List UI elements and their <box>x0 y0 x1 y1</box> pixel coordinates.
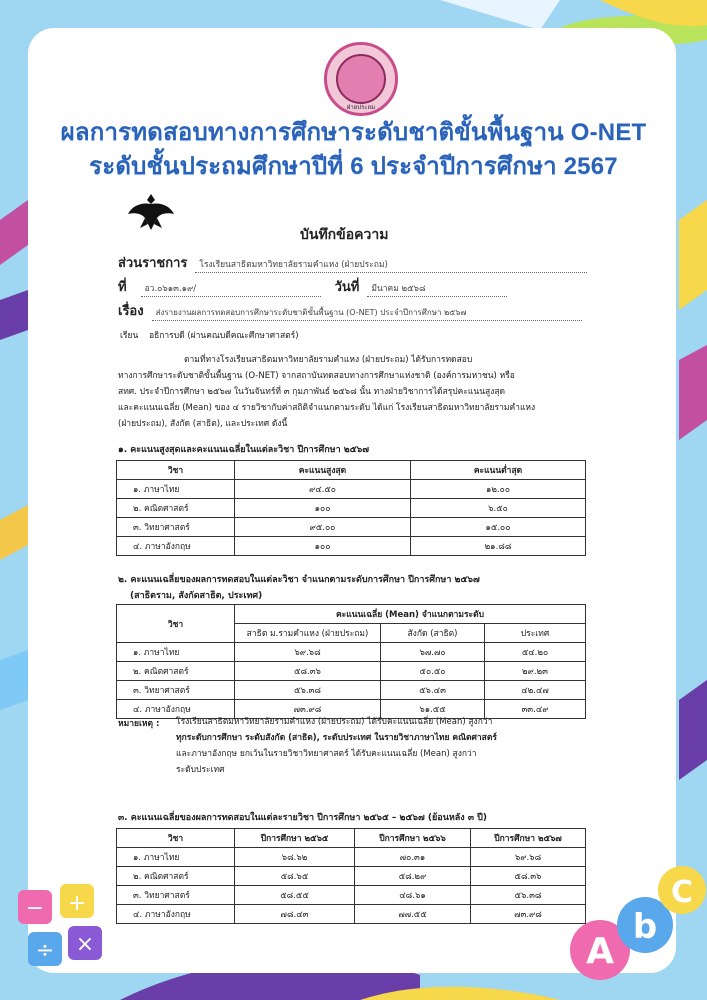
table-row <box>117 480 586 499</box>
table2-cell: ๖๑.๕๕ <box>381 700 485 719</box>
ref-row <box>118 276 507 297</box>
table3-header: ปีการศึกษา ๒๕๖๗ <box>471 829 586 848</box>
table2-cell: ๕๖.๔๓ <box>381 681 485 700</box>
table2-title-line2: (สาธิตราม, สังกัดสาธิต, ประเทศ) <box>130 591 263 601</box>
table-row <box>117 848 586 867</box>
table-row <box>117 905 586 924</box>
table2-subject-header: วิชา <box>117 605 235 643</box>
table2-cell: ๔๒.๔๗ <box>485 681 586 700</box>
table2-cell: ๔. ภาษาอังกฤษ <box>117 700 235 719</box>
table2-cell: ๖๗.๗๐ <box>381 643 485 662</box>
table1-cell: ๑๕.๐๐ <box>411 518 586 537</box>
table-row <box>117 886 586 905</box>
table1-cell: ๑๐๐ <box>235 537 411 556</box>
table3-cell: ๒. คณิตศาสตร์ <box>117 867 235 886</box>
svg-text:×: × <box>75 932 95 957</box>
table3-cell: ๔. ภาษาอังกฤษ <box>117 905 235 924</box>
table-row <box>117 867 586 886</box>
note-line-2: ทุกระดับการศึกษา ระดับสังกัด (สาธิต), ระดับประเทศ ในรายวิชาภาษาไทย คณิตศาสตร์ <box>176 733 497 743</box>
table2-cell: ๓. วิทยาศาสตร์ <box>117 681 235 700</box>
svg-text:A: A <box>586 931 614 972</box>
table2-title-line1: ๒. คะแนนเฉลี่ยของผลการทดสอบในแต่ละวิชา จำแนกตามระดับการศึกษา ปีการศึกษา ๒๕๖๗ <box>118 575 480 585</box>
note-label: หมายเหตุ : <box>118 719 160 729</box>
table1-cell: ๖.๕๐ <box>411 499 586 518</box>
table3-cell: ๑. ภาษาไทย <box>117 848 235 867</box>
note-line-4: ระดับประเทศ <box>176 765 225 775</box>
body-line-4: และคะแนนเฉลี่ย (Mean) ของ ๔ รายวิชากับค่าสถิติจำแนกตามระดับ ได้แก่ โรงเรียนสาธิตมหาวิทยาลัยรามคำแหง <box>118 403 536 413</box>
table3 <box>116 828 586 924</box>
salutation <box>120 330 299 343</box>
table3-cell: ๖๙.๖๘ <box>471 848 586 867</box>
table3-cell: ๕๘.๕๕ <box>235 886 355 905</box>
seal-caption: ฝ่ายประถม <box>346 104 376 111</box>
table2-cell: ๒. คณิตศาสตร์ <box>117 662 235 681</box>
table-row <box>117 537 586 556</box>
table2-subheader: สาธิต ม.รามคำแหง (ฝ่ายประถม) <box>235 624 381 643</box>
table1-cell: ๔. ภาษาอังกฤษ <box>117 537 235 556</box>
table3-header-row <box>117 829 586 848</box>
table3-cell: ๗๘.๔๓ <box>235 905 355 924</box>
svg-text:+: + <box>67 891 87 916</box>
ref-label: ที่ <box>118 280 127 295</box>
table-row <box>117 643 586 662</box>
table2-cell: ๕๔.๒๐ <box>485 643 586 662</box>
garuda-emblem-icon <box>126 190 176 232</box>
subject-value: ส่งรายงานผลการทดสอบการศึกษาระดับชาติขั้นพื้นฐาน (O-NET) ประจำปีการศึกษา ๒๕๖๗ <box>152 306 582 321</box>
table1-cell: ๙๕.๐๐ <box>235 518 411 537</box>
table1-header: วิชา <box>117 461 235 480</box>
table2-cell: ๒๙.๒๓ <box>485 662 586 681</box>
table2-cell: ๗๓.๙๘ <box>235 700 381 719</box>
table1-cell: ๑๒.๐๐ <box>411 480 586 499</box>
table3-header: วิชา <box>117 829 235 848</box>
table3-cell: ๗๐.๓๑ <box>355 848 471 867</box>
table3-cell: ๔๘.๖๑ <box>355 886 471 905</box>
table2-header-row <box>117 605 586 624</box>
table1-cell: ๒. คณิตศาสตร์ <box>117 499 235 518</box>
table3-cell: ๖๘.๖๒ <box>235 848 355 867</box>
body-line-5: (ฝ่ายประถม), สังกัด (สาธิต), และประเทศ ดังนี้ <box>118 419 288 429</box>
table1-cell: ๓. วิทยาศาสตร์ <box>117 518 235 537</box>
dept-label: ส่วนราชการ <box>118 256 188 271</box>
table3-cell: ๕๘.๒๙ <box>355 867 471 886</box>
table2-group-header: คะแนนเฉลี่ย (Mean) จำแนกตามระดับ <box>235 605 586 624</box>
table1-header-row <box>117 461 586 480</box>
svg-text:−: − <box>25 896 45 921</box>
table3-cell: ๕๘.๖๕ <box>235 867 355 886</box>
table2-subheader: ประเทศ <box>485 624 586 643</box>
table1-cell: ๒๑.๘๘ <box>411 537 586 556</box>
table3-cell: ๕๖.๓๘ <box>471 886 586 905</box>
date-label: วันที่ <box>334 280 360 295</box>
to-label: เรียน <box>120 331 139 341</box>
body-line-2: ทางการศึกษาระดับชาติขั้นพื้นฐาน (O-NET) จากสถาบันทดสอบทางการศึกษาแห่งชาติ (องค์การมหาชน) หรือ <box>118 371 515 381</box>
table3-cell: ๗๗.๕๕ <box>355 905 471 924</box>
table1-header: คะแนนต่ำสุด <box>411 461 586 480</box>
subject-row <box>118 300 582 321</box>
ref-value: อว.๐๖๑๓.๑๙/ <box>141 281 321 297</box>
table-row <box>117 518 586 537</box>
table3-header: ปีการศึกษา ๒๕๖๖ <box>355 829 471 848</box>
dept-row <box>118 252 587 273</box>
note-line-3: และภาษาอังกฤษ ยกเว้นในรายวิชาวิทยาศาสตร์ ได้รับคะแนนเฉลี่ย (Mean) สูงกว่า <box>176 749 477 759</box>
page-title-line2: ระดับชั้นประถมศึกษาปีที่ 6 ประจำปีการศึกษา 2567 <box>89 153 618 180</box>
table1-title: ๑. คะแนนสูงสุดและคะแนนเฉลี่ยในแต่ละวิชา ปีการศึกษา ๒๕๖๗ <box>118 445 370 455</box>
body-line-1: ตามที่ทางโรงเรียนสาธิตมหาวิทยาลัยรามคำแหง (ฝ่ายประถม) ได้รับการทดสอบ <box>184 355 473 365</box>
table3-cell: ๗๓.๙๘ <box>471 905 586 924</box>
table2-subheader: สังกัด (สาธิต) <box>381 624 485 643</box>
table-row <box>117 662 586 681</box>
table1-cell: ๑๐๐ <box>235 499 411 518</box>
subject-label: เรื่อง <box>118 304 144 319</box>
table2-cell: ๖๙.๖๘ <box>235 643 381 662</box>
table-row <box>117 499 586 518</box>
date-value: มีนาคม ๒๕๖๘ <box>367 281 507 297</box>
table2-cell: ๕๖.๓๘ <box>235 681 381 700</box>
page-title-line1: ผลการทดสอบทางการศึกษาระดับชาติขั้นพื้นฐาน O-NET <box>60 119 647 146</box>
note-line-1: โรงเรียนสาธิตมหาวิทยาลัยรามคำแหง (ฝ่ายประถม) ได้รับคะแนนเฉลี่ย (Mean) สูงกว่า <box>176 717 493 727</box>
body-line-3: สทศ. ประจำปีการศึกษา ๒๕๖๗ ในวันจันทร์ที่ ๓ กุมภาพันธ์ ๒๕๖๘ นั้น ทางฝ่ายวิชาการได้สรุปคะแนนสูงสุด <box>118 387 506 397</box>
math-blocks-decoration <box>10 880 110 990</box>
svg-text:b: b <box>632 907 658 947</box>
dept-value: โรงเรียนสาธิตมหาวิทยาลัยรามคำแหง (ฝ่ายประถม) <box>195 257 587 273</box>
table-row <box>117 681 586 700</box>
table3-cell: ๕๘.๓๖ <box>471 867 586 886</box>
table2-cell: ๓๓.๔๙ <box>485 700 586 719</box>
table1-cell: ๙๔.๕๐ <box>235 480 411 499</box>
table1 <box>116 460 586 556</box>
table1-cell: ๑. ภาษาไทย <box>117 480 235 499</box>
table3-title: ๓. คะแนนเฉลี่ยของผลการทดสอบในแต่ละรายวิชา ปีการศึกษา ๒๕๖๕ – ๒๕๖๗ (ย้อนหลัง ๓ ปี) <box>118 813 487 823</box>
table2-cell: ๑. ภาษาไทย <box>117 643 235 662</box>
to-value: อธิการบดี (ผ่านคณบดีคณะศึกษาศาสตร์) <box>148 331 299 341</box>
svg-text:÷: ÷ <box>35 938 55 963</box>
table2 <box>116 604 586 719</box>
svg-text:C: C <box>670 875 694 910</box>
table3-header: ปีการศึกษา ๒๕๖๕ <box>235 829 355 848</box>
table2-cell: ๕๐.๕๐ <box>381 662 485 681</box>
memo-title: บันทึกข้อความ <box>300 227 389 243</box>
table2-cell: ๕๘.๓๖ <box>235 662 381 681</box>
table1-header: คะแนนสูงสุด <box>235 461 411 480</box>
table3-cell: ๓. วิทยาศาสตร์ <box>117 886 235 905</box>
seal-emblem <box>336 54 386 104</box>
